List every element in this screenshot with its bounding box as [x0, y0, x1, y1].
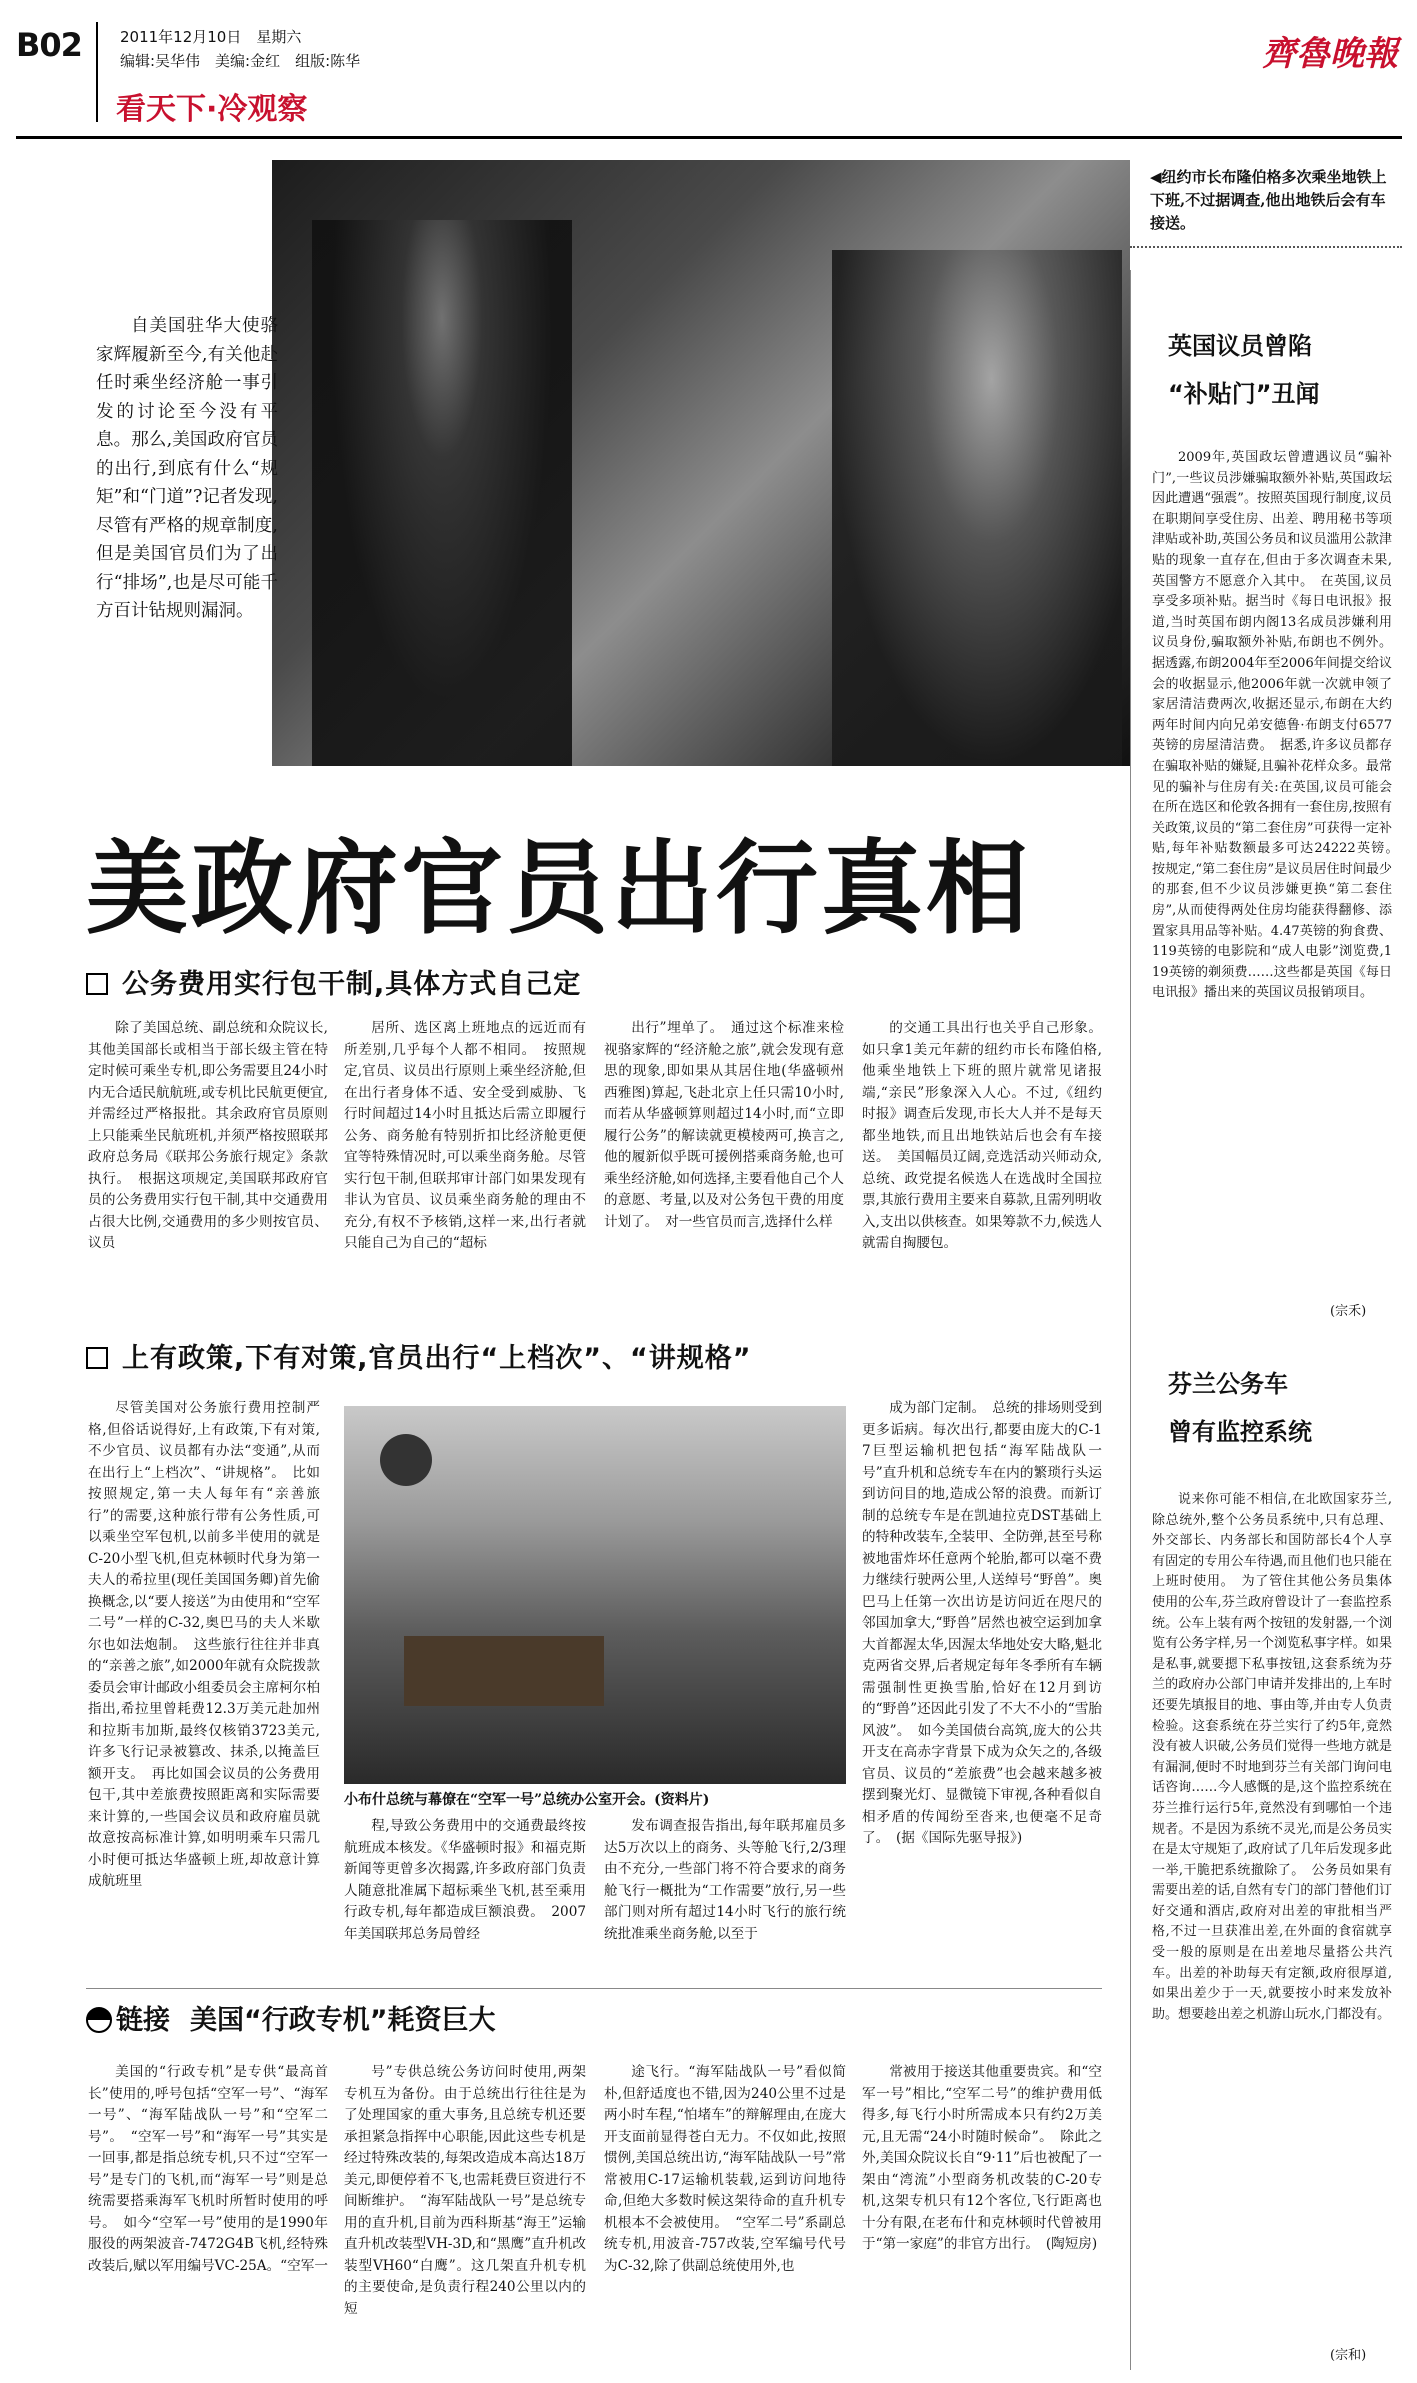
section1-title-text: 公务费用实行包干制,具体方式自己定 — [122, 969, 582, 1000]
photo-caption-top: ◀纽约市长布隆伯格多次乘坐地铁上下班,不过据调查,他出地铁后会有车接送。 — [1150, 168, 1387, 232]
sidebar2-title — [1168, 1360, 1388, 1456]
section2-title-text: 上有政策,下有对策,官员出行“上档次”、“讲规格” — [122, 1343, 752, 1374]
header-rule — [16, 136, 1402, 139]
intro-text: 自美国驻华大使骆家辉履新至今,有关他赴任时乘坐经济舱一事引发的讨论至今没有平息。那么,美国政府官员的出行,到底有什么“规矩”和“门道”?记者发现,尽管有严格的规章制度,但是美国官员们为了出行“排场”,也是尽可能千方百计钻规则漏洞。 — [96, 316, 278, 621]
page-code: B02 — [16, 26, 82, 64]
photo-seal — [380, 1434, 432, 1486]
headline: 美政府官员出行真相 — [86, 830, 1031, 949]
sidebar1-body: 2009年,英国政坛曾遭遇议员“骗补门”,一些议员涉嫌骗取额外补贴,英国政坛因此遭遇“强震”。按照英国现行制度,议员在职期间享受住房、出差、聘用秘书等项津贴或补助,英国公务员和议员滥用公款津贴的现象一直存在,但由于多次调查未果,英国警方不愿意介入其中。 在英国,议员享受多项补贴。据当时《每日电讯报》报道,当时英国布朗内阁13名成员涉嫌利用议员身份,骗取额外补贴,布朗也不例外。据透露,布朗2004年至2006年间提交给议会的收据显示,他2006年就一次就申领了家居清洁费两次,收据还显示,布朗在大约两年时间内向兄弟安德鲁·布朗支付6577英镑的房屋清洁费。 据悉,许多议员都存在骗取补贴的嫌疑,且骗补花样众多。最常见的骗补与住房有关:在英国,议员可能会在所在选区和伦敦各拥有一套住房,按照有关政策,议员的“第二套住房”可获得一定补贴,每年补贴数额最多可达24222英镑。 按规定,“第二套住房”是议员居住时间最少的那套,但不少议员涉嫌更换“第二套住房”,从而使得两处住房均能获得翻修、添置家具用品等补贴。4.47英镑的狗食费、119英镑的电影院和“成人电影”浏览费,119英镑的剃须费……这些都是英国《每日电讯报》播出来的英国议员报销项目。 — [1152, 450, 1406, 1001]
link-icon — [86, 2007, 112, 2033]
section1-col3: 出行”埋单了。 通过这个标准来检视骆家辉的“经济舱之旅”,就会发现有意思的现象,即如果从其居住地(华盛顿州西雅图)算起,飞赴北京上任只需10小时,而若从华盛顿算则超过14小时,而“立即履行公务”的解读就更模棱两可,换言之,他的履新似乎既可援例搭乘商务舱,也可乘坐经济舱,如何选择,主要看他自己个人的意愿、考量,以及对公务包干费的用度计划了。 对一些官员而言,选择什么样 — [604, 1020, 844, 1230]
link-title: 美国“行政专机”耗资巨大 — [190, 2005, 496, 2036]
photo-desk — [404, 1636, 604, 1706]
sidebar1-title-line2: “补贴门”丑闻 — [1168, 380, 1320, 408]
link-heading — [86, 1998, 496, 2037]
section2-col3b: 发布调查报告指出,每年联邦雇员多达5万次以上的商务、头等舱飞行,2/3理由不充分,一些部门将不符合要求的商务舱飞行一概批为“工作需要”放行,另一些部门则对所有超过14小时飞行的旅行统统批准乘坐商务舱,以至于 — [604, 1818, 846, 1942]
sidebar2-body: 说来你可能不相信,在北欧国家芬兰,除总统外,整个公务员系统中,只有总理、外交部长、内务部长和国防部长4个人享有固定的专用公车待遇,而且他们也只能在上班时使用。 为了管住其他公务员集体使用的公车,芬兰政府曾设计了一套监控系统。公车上装有两个按钮的发射器,一个浏览有公务字样,另一个浏览私事字样。如果是私事,就要摁下私事按钮,这套系统为芬兰的政府办公部门申请并发排出的,上车时还要先填报目的地、事由等,并由专人负责检验。这套系统在芬兰实行了约5年,竟然没有被人识破,公务员们觉得一些地方就是有漏洞,便时不时地到芬兰有关部门询问电话咨询……今人感慨的是,这个监控系统在芬兰推行运行5年,竟然没有到哪怕一个违规者。不是因为系统不灵光,而是公务员实在是太守规矩了,政府试了几年后发现多此一举,干脆把系统撤除了。 公务员如果有需要出差的话,自然有专门的部门替他们订好交通和酒店,政府对出差的审批相当严格,不过一旦获准出差,在外面的食宿就享受一般的原则是在出差地尽量搭公共汽车。出差的补助每天有定额,政府很厚道,如果出差少于一天,就要按小时来发放补助。想要趁出差之机游山玩水,门都没有。 — [1152, 1492, 1392, 2022]
section2-photo-caption: 小布什总统与幕僚在“空军一号”总统办公室开会。(资料片) — [344, 1792, 710, 1808]
section2-title — [86, 1336, 752, 1375]
link-col4: 常被用于接送其他重要贵宾。和“空军一号”相比,“空军二号”的维护费用低得多,每飞行小时所需成本只有约2万美元,且无需“24小时随时候命”。 除此之外,美国众院议长自“9·11”后也被配了一架由“湾流”小型商务机改装的C-20专机,这架专机只有12个客位,飞行距离也十分有限,在老布什和克林顿时代曾被用于“第一家庭”的非官方出行。 (陶短房) — [862, 2064, 1102, 2252]
link-label: 链接 — [116, 2005, 170, 2036]
header-divider-vertical — [96, 22, 98, 122]
section2-box-icon — [86, 1347, 108, 1369]
sidebar2-title-line2: 曾有监控系统 — [1168, 1418, 1312, 1446]
air-force-one-photo — [344, 1406, 846, 1784]
date-line: 2011年12月10日 星期六 — [120, 28, 302, 46]
section2-col2b: 程,导致公务费用中的交通费最终按航班成本核发。《华盛顿时报》和福克斯新闻等更曾多次揭露,许多政府部门负责人随意批准属下超标乘坐飞机,甚至乘用行政专机,每年都造成巨额浪费。 2007年美国联邦总务局曾经 — [344, 1818, 586, 1942]
link-col1: 美国的“行政专机”是专供“最高首长”使用的,呼号包括“空军一号”、“海军一号”、“海军陆战队一号”和“空军二号”。 “空军一号”和“海军一号”其实是一回事,都是指总统专机,只不过“空军一号”是专门的飞机,而“海军一号”则是总统需要搭乘海军飞机时所暂时使用的呼号。 如今“空军一号”使用的是1990年服役的两架波音-7472G4B飞机,经特殊改装后,赋以军用编号VC-25A。“空军一 — [88, 2064, 328, 2274]
photo-figure-right — [832, 250, 1122, 766]
sidebar1-title — [1168, 322, 1388, 418]
masthead-logo: 齊魯晚報 — [1262, 34, 1398, 74]
sidebar2-title-line1: 芬兰公务车 — [1168, 1370, 1288, 1398]
section1-col4: 的交通工具出行也关乎自己形象。如只拿1美元年薪的纽约市长布隆伯格,他乘坐地铁上下班的照片就常见诸报端,“亲民”形象深入人心。不过,《纽约时报》调查后发现,市长大人并不是每天都坐地铁,而且出地铁站后也会有车接送。 美国幅员辽阔,竞选活动兴师动众,总统、政党提名候选人在选战时全国拉票,其旅行费用主要来自募款,且需列明收入,支出以供核查。如果筹款不力,候选人就需自掏腰包。 — [862, 1020, 1102, 1251]
sidebar1-credit: (宗禾) — [1330, 1304, 1367, 1319]
section-title: 看天下·冷观察 — [116, 92, 308, 127]
section1-box-icon — [86, 973, 108, 995]
link-top-rule — [86, 1988, 1102, 1989]
section1-title — [86, 962, 581, 1001]
subway-photo — [272, 160, 1130, 766]
editors-line: 编辑:吴华伟 美编:金红 组版:陈华 — [120, 52, 361, 70]
caption-divider — [1130, 246, 1402, 248]
sidebar-divider — [1130, 270, 1131, 2370]
sidebar2-credit: (宗和) — [1330, 2348, 1367, 2363]
link-col2: 号”专供总统公务访问时使用,两架专机互为备份。由于总统出行往往是为了处理国家的重大事务,且总统专机还要承担紧急指挥中心职能,因此这些专机是经过特殊改装的,每架改造成本高达18万美元,即便停着不飞,也需耗费巨资进行不间断维护。 “海军陆战队一号”是总统专用的直升机,目前为西科斯基“海王”运输直升机改装型VH-3D,和“黑鹰”直升机改装型VH60“白鹰”。这几架直升机专机的主要使命,是负责行程240公里以内的短 — [344, 2064, 586, 2317]
sidebar1-title-line1: 英国议员曾陷 — [1168, 332, 1312, 360]
photo-figure-left — [312, 220, 572, 766]
section1-col1: 除了美国总统、副总统和众院议长,其他美国部长或相当于部长级主管在特定时候可乘坐专机,即公务需要且24小时内无合适民航航班,或专机比民航更便宜,并需经过严格报批。其余政府官员原则上只能乘坐民航班机,并须严格按照联邦政府总务局《联邦公务旅行规定》条款执行。 根据这项规定,美国联邦政府官员的公务费用实行包干制,其中交通费用占很大比例,交通费用的多少则按官员、议员 — [88, 1020, 328, 1251]
section1-col2: 居所、选区离上班地点的远近而有所差别,几乎每个人都不相同。 按照规定,官员、议员出行原则上乘坐经济舱,但在出行者身体不适、安全受到威胁、飞行时间超过14小时且抵达后需立即履行公务、商务舱有特别折扣比经济舱更便宜等特殊情况时,可以乘坐商务舱。尽管实行包干制,但联邦审计部门如果发现有非认为官员、议员乘坐商务舱的理由不充分,有权不予核销,这样一来,出行者就只能自己为自己的“超标 — [344, 1020, 586, 1251]
section2-col4: 成为部门定制。 总统的排场则受到更多诟病。每次出行,都要由庞大的C-17巨型运输机把包括“海军陆战队一号”直升机和总统专车在内的繁琐行头运到访问目的地,造成公帑的浪费。而新订制的总统专车是在凯迪拉克DST基础上的特种改装车,全装甲、全防弹,甚至号称被地雷炸坏任意两个轮胎,都可以毫不费力继续行驶两公里,人送绰号“野兽”。奥巴马上任第一次出访是访问近在咫尺的邻国加拿大,“野兽”居然也被空运到加拿大首都渥太华,因渥太华地处安大略,魁北克两省交界,后者规定每年冬季所有车辆需强制性更换雪胎,恰好在12月到访的“野兽”还因此引发了不大不小的“雪胎风波”。 如今美国债台高筑,庞大的公共开支在高赤字背景下成为众矢之的,各级官员、议员的“差旅费”也会越来越多被摆到聚光灯、显微镜下审视,各种看似自相矛盾的传闻纷至沓来,也便毫不足奇了。 (据《国际先驱导报》) — [862, 1400, 1102, 1846]
section2-col1: 尽管美国对公务旅行费用控制严格,但俗话说得好,上有政策,下有对策,不少官员、议员都有办法“变通”,从而在出行上“上档次”、“讲规格”。 比如按照规定,第一夫人每年有“亲善旅行”的需要,这种旅行带有公务性质,可以乘坐空军包机,以前多半使用的就是C-20小型飞机,但克林顿时代身为第一夫人的希拉里(现任美国国务卿)首先偷换概念,以“要人接送”为由使用和“空军二号”一样的C-32,奥巴马的夫人米歇尔也如法炮制。 这些旅行往往并非真的“亲善之旅”,如2000年就有众院拨款委员会审计邮政小组委员会主席柯尔柏指出,希拉里曾耗费12.3万美元赴加州和拉斯韦加斯,最终仅核销3723美元,许多飞行记录被篡改、抹杀,以掩盖巨额开支。 再比如国会议员的公务费用包干,其中差旅费按照距离和实际需要来计算的,一些国会议员和政府雇员就故意按高标准计算,如明明乘车只需几小时便可抵达华盛顿上班,却故意计算成航班里 — [88, 1400, 320, 1889]
link-col3: 途飞行。“海军陆战队一号”看似简朴,但舒适度也不错,因为240公里不过是两小时车程,“怕堵车”的辩解理由,在庞大开支面前显得苍白无力。不仅如此,按照惯例,美国总统出访,“海军陆战队一号”常常被用C-17运输机装载,运到访问地待命,但绝大多数时候这架待命的直升机专机根本不会被使用。 “空军二号”系副总统专机,用波音-757改装,空军编号代号为C-32,除了供副总统使用外,也 — [604, 2064, 846, 2274]
